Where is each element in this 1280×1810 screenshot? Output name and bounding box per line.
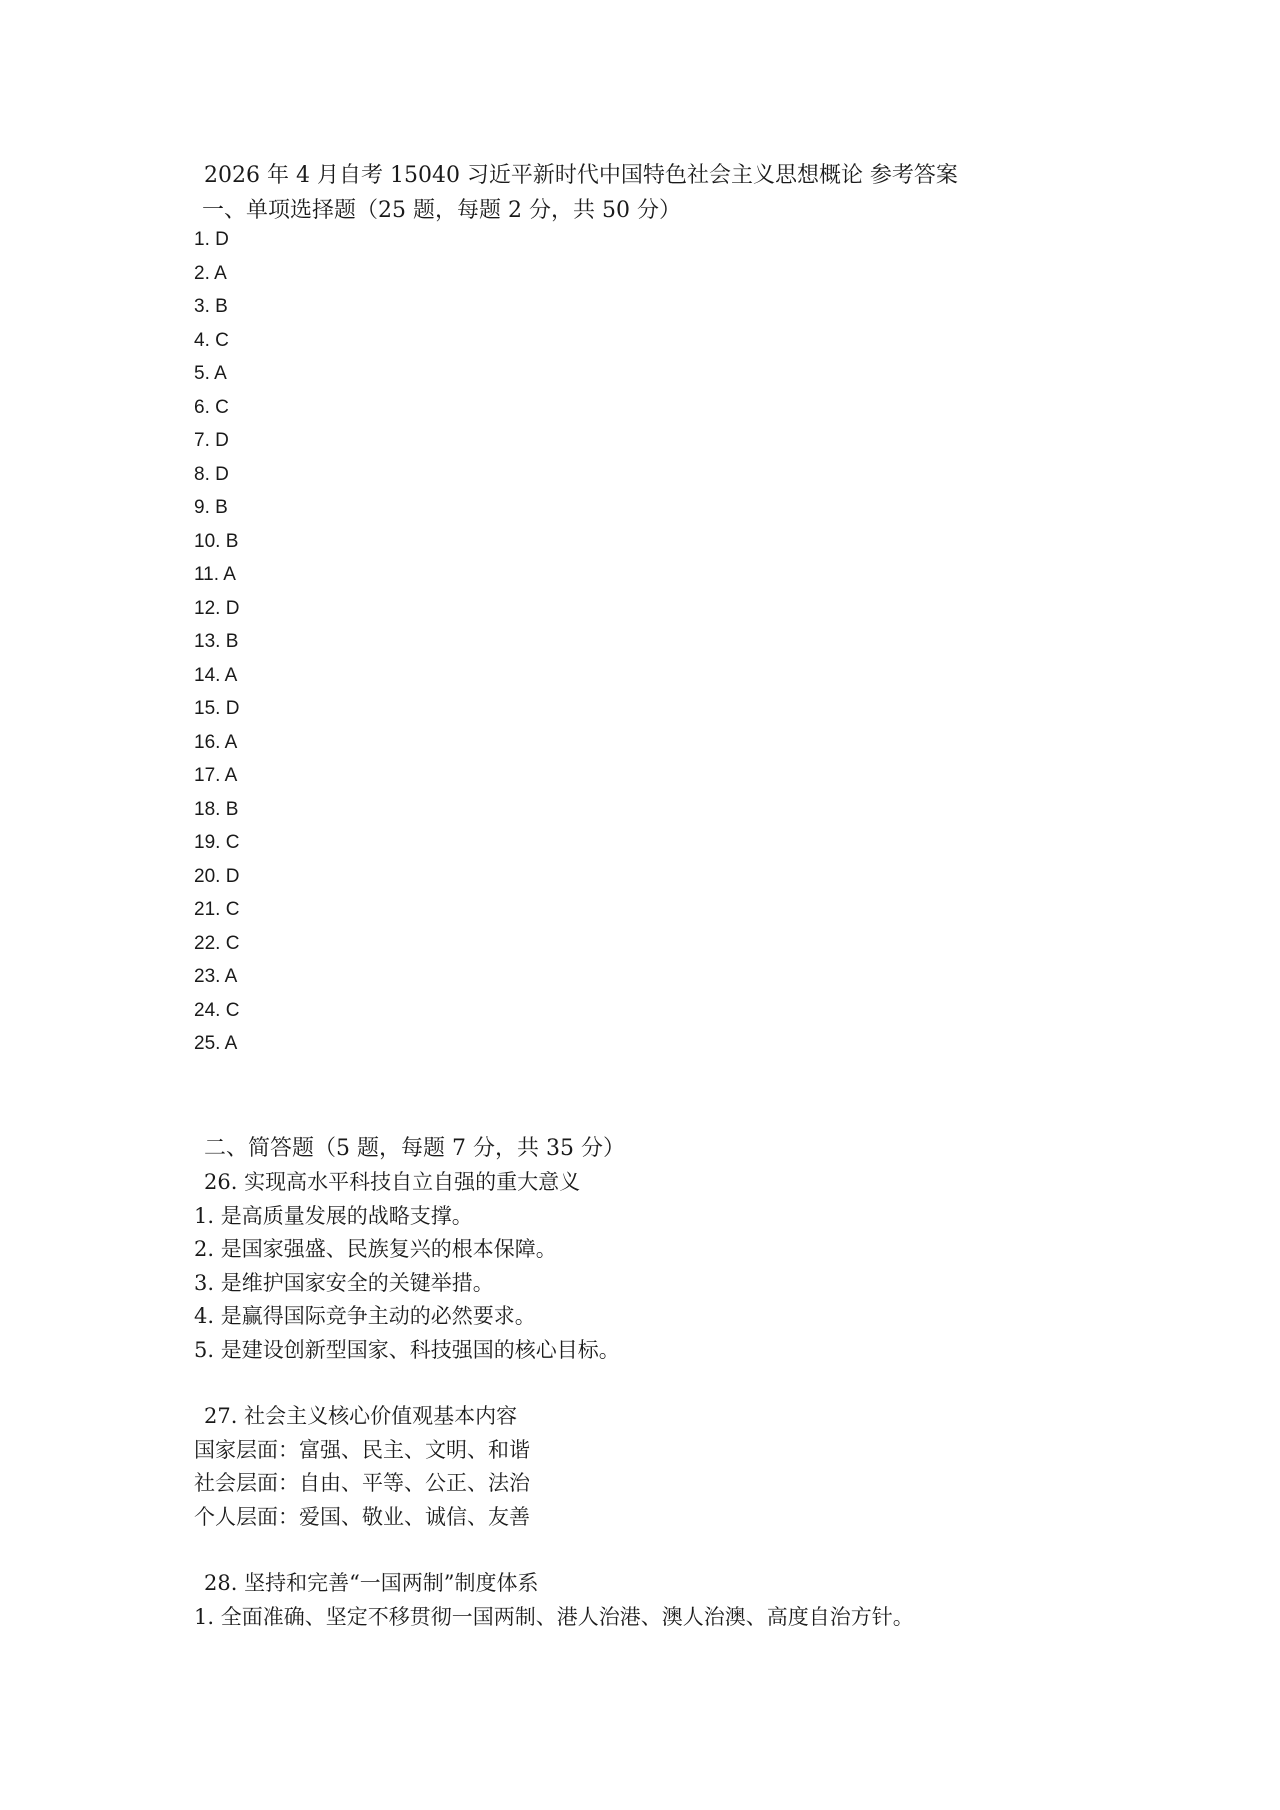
answer-line: 1. 全面准确、坚定不移贯彻一国两制、港人治港、澳人治澳、高度自治方针。 [194,1604,914,1629]
question-27 [194,1400,530,1534]
list-item: 5. A [194,363,227,384]
question-title: 28. 坚持和完善“一国两制”制度体系 [204,1571,539,1595]
answer-line: 2. 是国家强盛、民族复兴的根本保障。 [194,1237,557,1261]
list-item: 1. D [194,229,229,250]
list-item: 25. A [194,1033,238,1054]
list-item: 22. C [194,932,240,954]
answer-line: 3. 是维护国家安全的关键举措。 [194,1270,494,1295]
answer-line: 个人层面：爱国、敬业、诚信、友善 [194,1504,530,1529]
list-item: 13. B [194,631,239,652]
list-item: 12. D [194,597,240,619]
list-item: 23. A [194,966,238,987]
answer-line: 4. 是赢得国际竞争主动的必然要求。 [194,1304,536,1328]
question-26 [194,1166,620,1367]
question-28 [194,1567,914,1634]
list-item: 16. A [194,731,238,753]
answer-list [194,228,239,1066]
list-item: 24. C [194,999,240,1021]
document-title: 2026 年 4 月自考 15040 习近平新时代中国特色社会主义思想概论 参考答案 [204,163,958,188]
list-item: 6. C [194,396,229,418]
list-item: 19. C [194,832,240,853]
answer-line: 1. 是高质量发展的战略支撑。 [194,1203,473,1228]
list-item: 3. B [194,296,228,317]
list-item: 10. B [194,530,239,552]
list-item: 20. D [194,865,240,887]
question-title: 27. 社会主义核心价值观基本内容 [204,1404,518,1428]
question-title: 26. 实现高水平科技自立自强的重大意义 [204,1170,581,1194]
list-item: 2. A [194,262,227,284]
list-item: 7. D [194,430,229,451]
list-item: 8. D [194,463,229,485]
list-item: 14. A [194,664,238,686]
section-2-title: 二、简答题（5 题，每题 7 分，共 35 分） [204,1136,625,1161]
answer-line: 5. 是建设创新型国家、科技强国的核心目标。 [194,1337,620,1362]
list-item: 17. A [194,765,238,786]
section-1-title: 一、单项选择题（25 题，每题 2 分，共 50 分） [202,198,681,223]
list-item: 11. A [194,564,236,585]
answer-line: 社会层面：自由、平等、公正、法治 [194,1471,530,1495]
list-item: 18. B [194,798,239,820]
list-item: 21. C [194,899,240,920]
list-item: 4. C [194,329,229,351]
answer-line: 国家层面：富强、民主、文明、和谐 [194,1437,530,1462]
list-item: 9. B [194,497,228,518]
list-item: 15. D [194,698,240,719]
